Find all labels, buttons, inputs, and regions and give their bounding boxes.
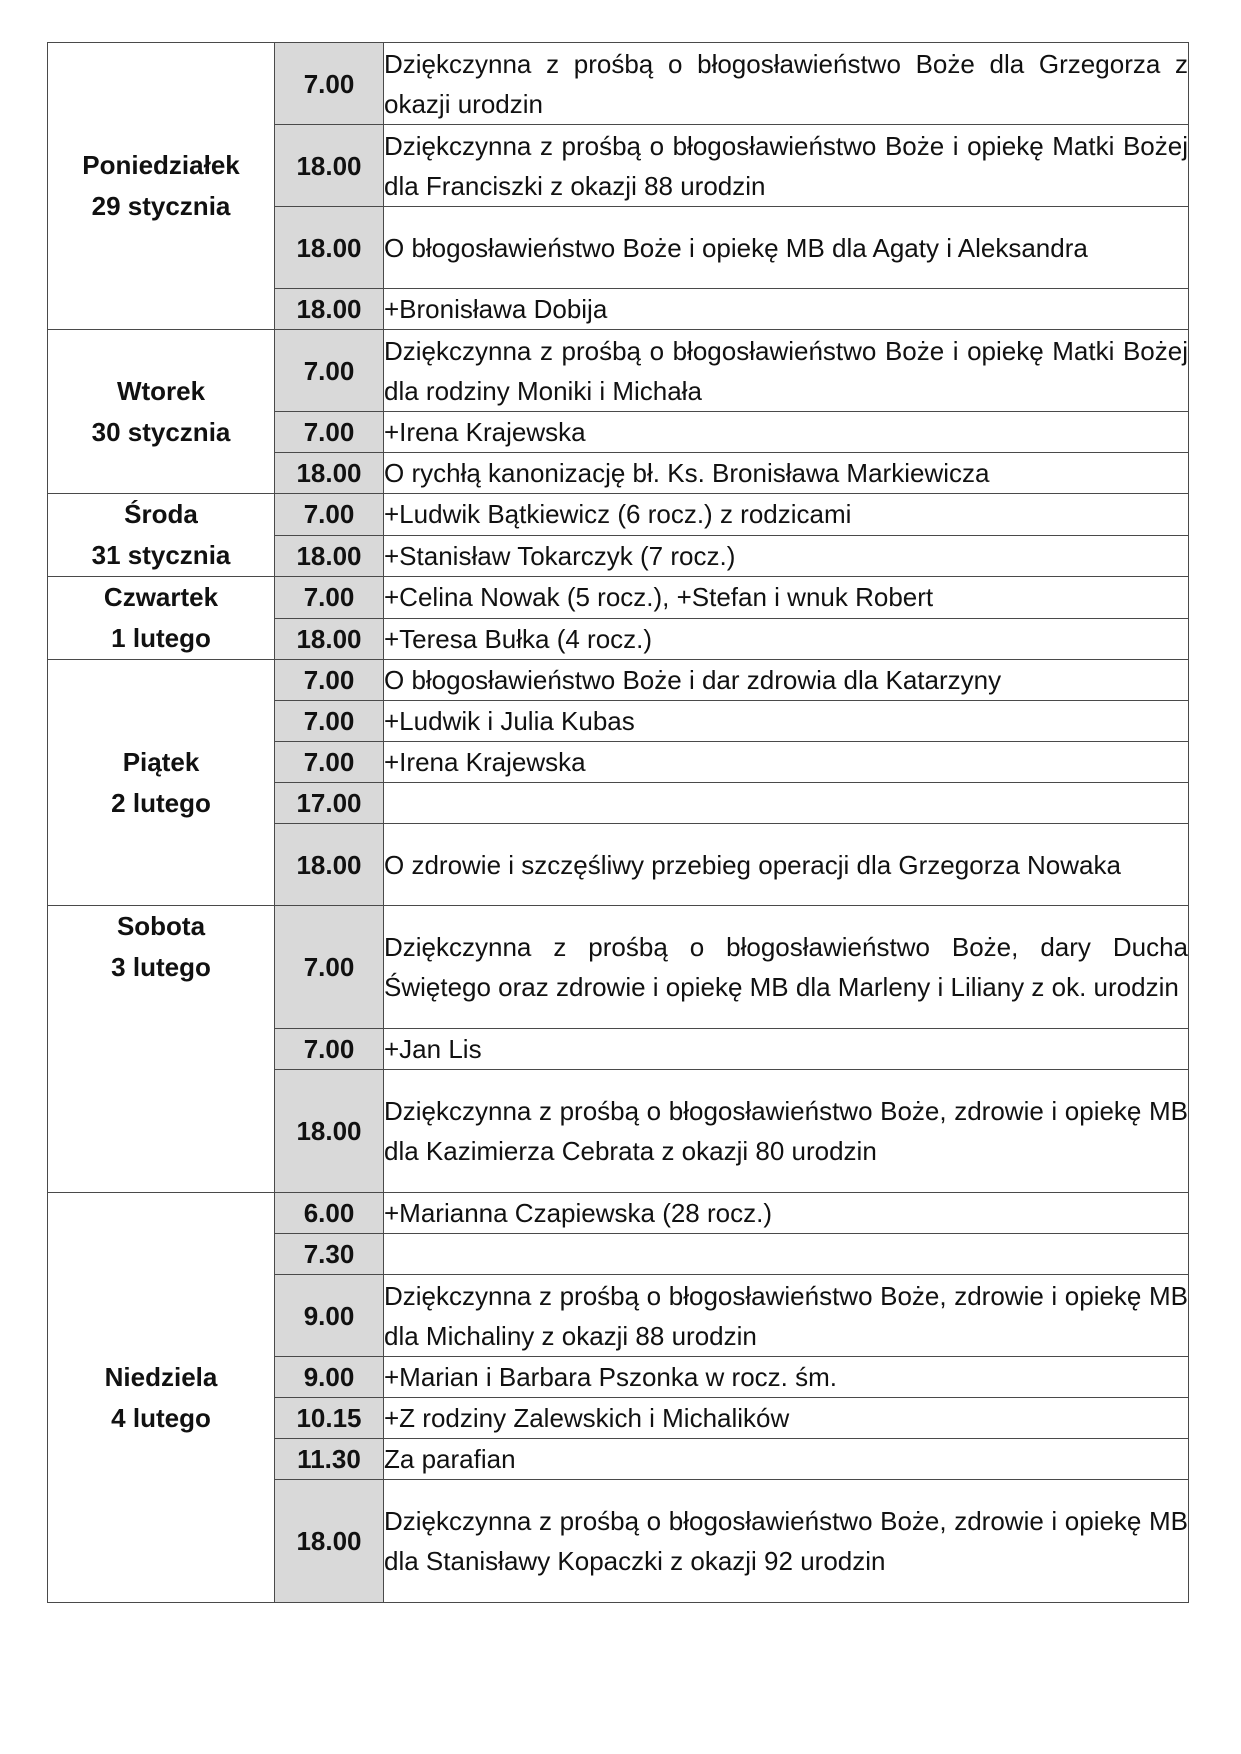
mass-time: 6.00 xyxy=(275,1193,384,1234)
day-cell xyxy=(48,906,275,1193)
mass-time: 18.00 xyxy=(275,1480,384,1603)
mass-time: 7.00 xyxy=(275,494,384,536)
mass-intention: +Ludwik Bątkiewicz (6 rocz.) z rodzicami xyxy=(384,494,1189,536)
mass-time: 18.00 xyxy=(275,125,384,207)
mass-intention: O błogosławieństwo Boże i opiekę MB dla Agaty i Aleksandra xyxy=(384,207,1189,289)
mass-time: 11.30 xyxy=(275,1439,384,1480)
mass-intention: +Stanisław Tokarczyk (7 rocz.) xyxy=(384,535,1189,577)
mass-intention: O rychłą kanonizację bł. Ks. Bronisława Markiewicza xyxy=(384,453,1189,494)
mass-time: 7.00 xyxy=(275,742,384,783)
mass-intention: +Teresa Bułka (4 rocz.) xyxy=(384,618,1189,660)
mass-intention: Dziękczynna z prośbą o błogosławieństwo Boże dla Grzegorza z okazji urodzin xyxy=(384,43,1189,125)
day-cell xyxy=(48,1193,275,1603)
mass-time: 17.00 xyxy=(275,783,384,824)
mass-time: 7.00 xyxy=(275,1029,384,1070)
mass-time: 18.00 xyxy=(275,535,384,577)
mass-time: 10.15 xyxy=(275,1398,384,1439)
day-name: Czwartek xyxy=(103,582,219,612)
mass-intention: O błogosławieństwo Boże i dar zdrowia dla Katarzyny xyxy=(384,660,1189,701)
mass-intention: Dziękczynna z prośbą o błogosławieństwo Boże i opiekę Matki Bożej dla Franciszki z okazji 88 urodzin xyxy=(384,125,1189,207)
mass-time: 9.00 xyxy=(275,1357,384,1398)
mass-time: 18.00 xyxy=(275,1070,384,1193)
day-name: Niedziela xyxy=(104,1361,218,1392)
mass-intention: +Marian i Barbara Pszonka w rocz. śm. xyxy=(384,1357,1189,1398)
mass-time: 9.00 xyxy=(275,1275,384,1357)
table-row xyxy=(48,330,1189,412)
day-date: 3 lutego xyxy=(111,952,211,982)
mass-intention xyxy=(384,1234,1189,1275)
day-date: 2 lutego xyxy=(111,787,211,818)
mass-time: 7.30 xyxy=(275,1234,384,1275)
day-date: 29 stycznia xyxy=(91,191,231,221)
mass-intention: Dziękczynna z prośbą o błogosławieństwo Boże i opiekę Matki Bożej dla rodziny Moniki i Michała xyxy=(384,330,1189,412)
table-row xyxy=(48,660,1189,701)
day-cell xyxy=(48,577,275,660)
day-date: 4 lutego xyxy=(111,1402,211,1433)
day-name: Poniedziałek xyxy=(82,150,240,180)
mass-intention xyxy=(384,783,1189,824)
mass-time: 7.00 xyxy=(275,412,384,453)
mass-time: 7.00 xyxy=(275,701,384,742)
table-row xyxy=(48,577,1189,619)
day-cell xyxy=(48,494,275,577)
mass-time: 18.00 xyxy=(275,453,384,494)
day-name: Piątek xyxy=(122,746,200,777)
day-cell xyxy=(48,43,275,330)
mass-intention: +Irena Krajewska xyxy=(384,412,1189,453)
table-row xyxy=(48,494,1189,536)
mass-intention: +Ludwik i Julia Kubas xyxy=(384,701,1189,742)
mass-time: 7.00 xyxy=(275,660,384,701)
mass-intention: Dziękczynna z prośbą o błogosławieństwo Boże, dary Ducha Świętego oraz zdrowie i opiekę MB dla Marleny i Liliany z ok. urodzin xyxy=(384,906,1189,1029)
mass-intention: +Z rodziny Zalewskich i Michalików xyxy=(384,1398,1189,1439)
day-date: 31 stycznia xyxy=(91,540,231,570)
day-cell xyxy=(48,330,275,494)
day-date: 30 stycznia xyxy=(91,416,231,447)
mass-time: 7.00 xyxy=(275,43,384,125)
table-row xyxy=(48,43,1189,125)
mass-time: 7.00 xyxy=(275,330,384,412)
day-name: Sobota xyxy=(116,911,206,941)
mass-intention: Dziękczynna z prośbą o błogosławieństwo Boże, zdrowie i opiekę MB dla Michaliny z okazji 88 urodzin xyxy=(384,1275,1189,1357)
table-row xyxy=(48,906,1189,1029)
mass-intention: Za parafian xyxy=(384,1439,1189,1480)
mass-time: 18.00 xyxy=(275,824,384,906)
day-cell xyxy=(48,660,275,906)
table-row xyxy=(48,1193,1189,1234)
mass-intention: Dziękczynna z prośbą o błogosławieństwo Boże, zdrowie i opiekę MB dla Kazimierza Cebrata z okazji 80 urodzin xyxy=(384,1070,1189,1193)
mass-schedule-table xyxy=(47,42,1189,1603)
mass-intention: +Jan Lis xyxy=(384,1029,1189,1070)
mass-intention: +Irena Krajewska xyxy=(384,742,1189,783)
mass-intention: +Marianna Czapiewska (28 rocz.) xyxy=(384,1193,1189,1234)
mass-time: 7.00 xyxy=(275,906,384,1029)
mass-time: 7.00 xyxy=(275,577,384,619)
day-name: Wtorek xyxy=(116,375,206,406)
mass-intention: +Celina Nowak (5 rocz.), +Stefan i wnuk Robert xyxy=(384,577,1189,619)
mass-intention: Dziękczynna z prośbą o błogosławieństwo Boże, zdrowie i opiekę MB dla Stanisławy Kopaczki z okazji 92 urodzin xyxy=(384,1480,1189,1603)
mass-time: 18.00 xyxy=(275,207,384,289)
mass-time: 18.00 xyxy=(275,618,384,660)
day-name: Środa xyxy=(124,499,198,529)
mass-time: 18.00 xyxy=(275,289,384,330)
mass-intention: +Bronisława Dobija xyxy=(384,289,1189,330)
mass-intention: O zdrowie i szczęśliwy przebieg operacji dla Grzegorza Nowaka xyxy=(384,824,1189,906)
day-date: 1 lutego xyxy=(111,623,211,653)
